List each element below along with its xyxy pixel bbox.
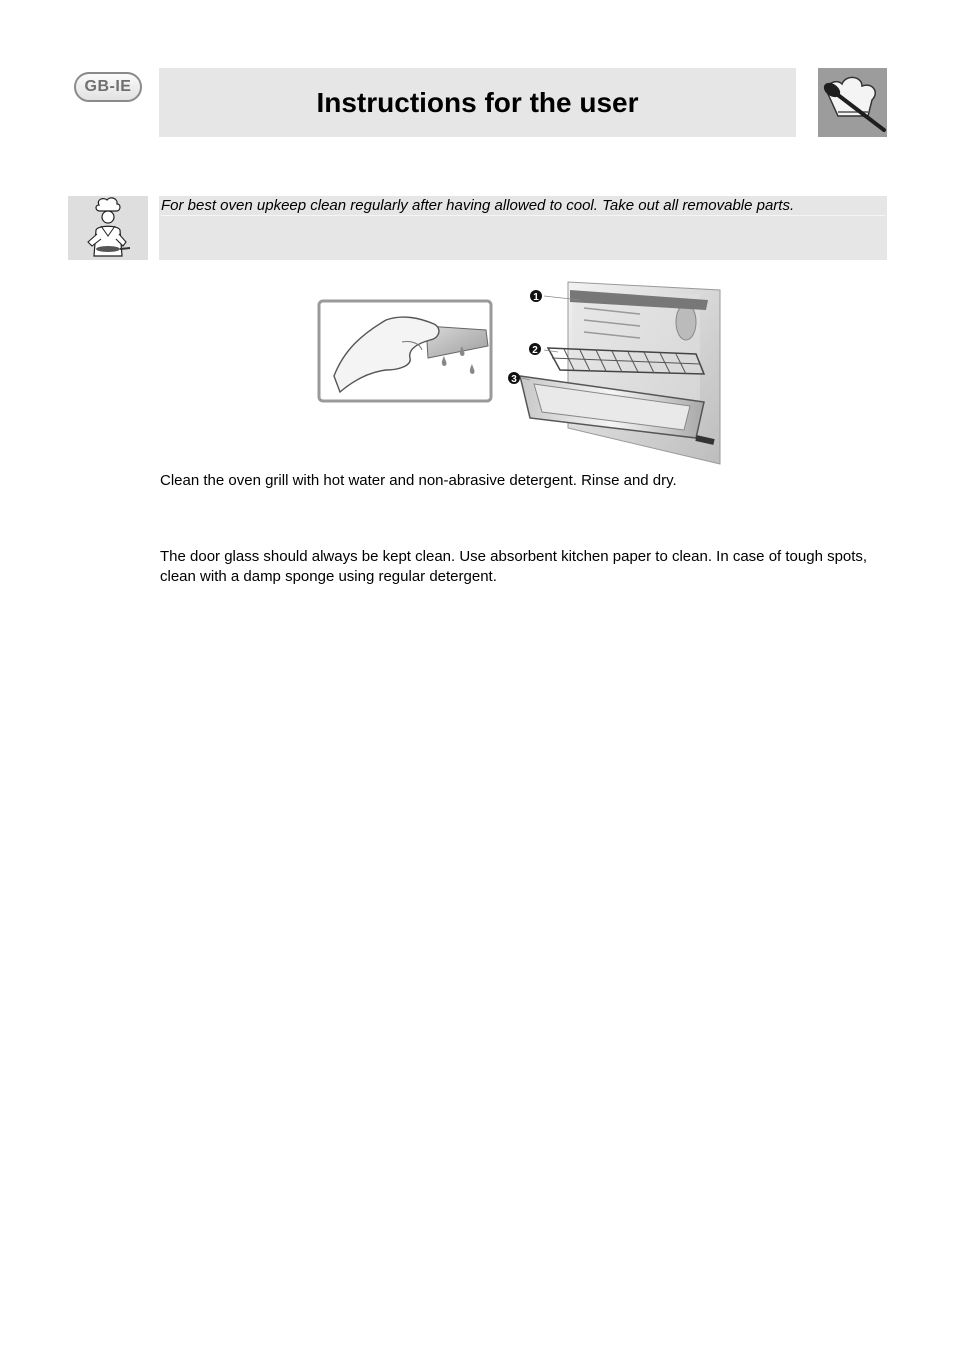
note-box (159, 196, 887, 260)
note-line (161, 196, 885, 216)
spoon-chef-hat-icon (818, 68, 887, 137)
language-badge (74, 72, 142, 102)
oven-parts-illustration (500, 278, 724, 468)
callout-1-label: 1 (533, 292, 539, 303)
chef-icon (68, 196, 148, 260)
callout-3-label: 3 (511, 374, 517, 385)
language-badge-label: GB-IE (84, 78, 132, 95)
callout-1 (530, 290, 542, 303)
grill-cleaning-paragraph: Clean the oven grill with hot water and non-abrasive detergent. Rinse and dry. (160, 472, 677, 489)
page-title: Instructions for the user (316, 86, 639, 118)
note-text: For best oven upkeep clean regularly after having allowed to cool. Take out all removable parts. (161, 197, 795, 214)
callout-2 (529, 343, 541, 356)
sponge-cleaning-illustration (316, 298, 494, 404)
door-glass-paragraph: The door glass should always be kept clean. Use absorbent kitchen paper to clean. In case of tough spots, clean with a damp sponge using regular detergent. (160, 548, 868, 585)
callout-2-label: 2 (532, 345, 538, 356)
title-bar (159, 68, 796, 137)
callout-3 (508, 372, 520, 385)
